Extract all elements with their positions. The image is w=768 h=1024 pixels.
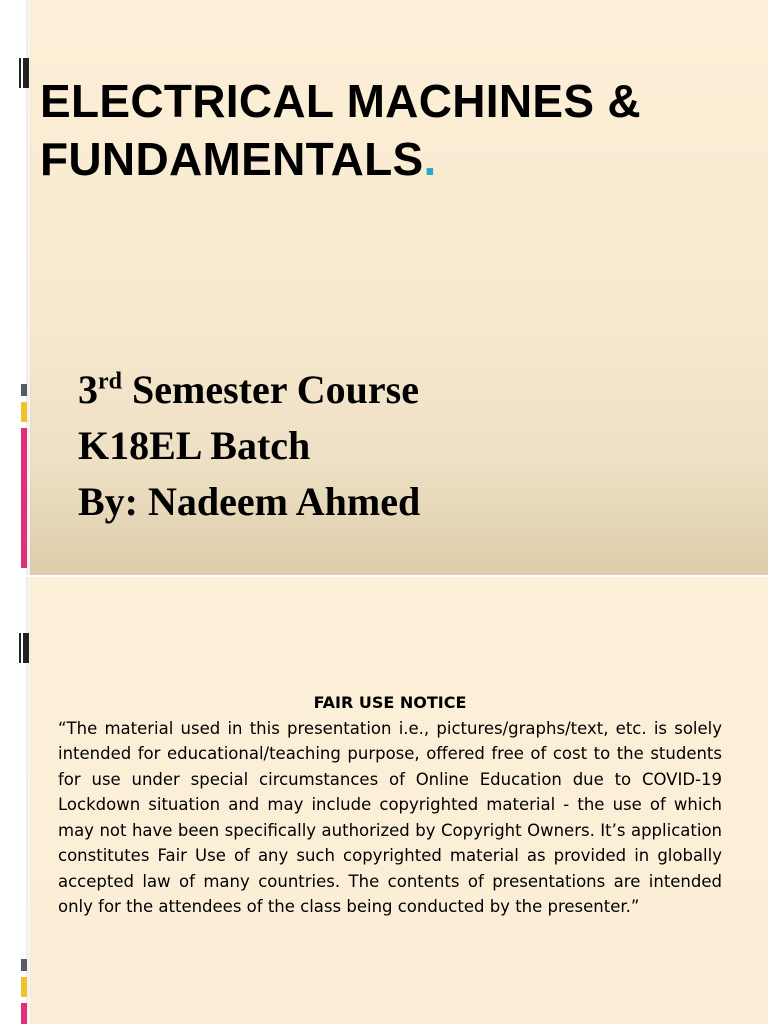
slide-corner-marker-icon [19, 58, 29, 88]
accent-bar-yellow [21, 977, 27, 997]
accent-bar-yellow [21, 402, 27, 422]
accent-bar-pink [21, 1003, 27, 1024]
slide-2 [0, 577, 768, 1024]
title-line-1: ELECTRICAL MACHINES & [40, 75, 641, 127]
course-details [78, 362, 420, 530]
semester-number: 3 [78, 367, 98, 412]
slide-corner-marker-icon [19, 633, 29, 663]
author-line: By: Nadeem Ahmed [78, 479, 421, 524]
semester-ordinal-suffix: rd [98, 368, 122, 395]
accent-bar-gray [21, 959, 27, 971]
slide-title [40, 72, 641, 188]
notice-title: FAIR USE NOTICE [313, 693, 467, 712]
accent-bar-gray [21, 384, 27, 396]
accent-bar-pink [21, 428, 27, 568]
course-text: Semester Course [122, 367, 419, 412]
batch-line: K18EL Batch [78, 423, 311, 468]
course-line [78, 362, 420, 418]
fair-use-notice [58, 690, 722, 920]
title-line-2: FUNDAMENTALS [40, 133, 424, 185]
title-accent-dot: . [423, 133, 437, 185]
notice-body: “The material used in this presentation i.e., pictures/graphs/text, etc. is solely intended for educational/teaching purpose, offered free of cost to the students for use under special circumstances of Online Education due to COVID-19 Lockdown situation and may include copyrighted material - the use of which may not have been specifically authorized by Copyright Owners. It’s application constitutes Fair Use of any such copyrighted material as provided in globally accepted law of many countries. The contents of presentations are intended only for the attendees of the class being conducted by the presenter.” [58, 718, 722, 916]
